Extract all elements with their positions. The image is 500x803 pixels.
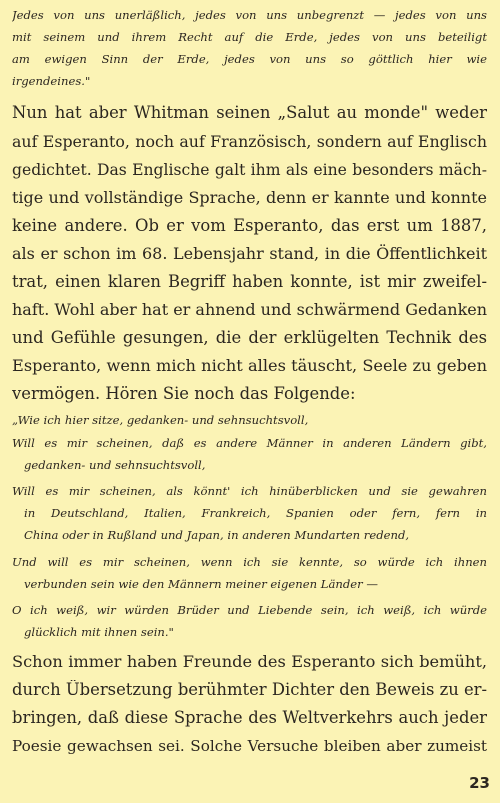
body-line: Nun hat aber Whitman seinen „Salut au monde" weder (12, 103, 487, 122)
body-line: keine andere. Ob er vom Esperanto, das erst um 1887, (12, 216, 487, 235)
quote-line: Jedes von uns unerläßlich, jedes von uns unbegrenzt — jedes von uns (12, 8, 487, 22)
body-line: Schon immer haben Freunde des Esperanto sich bemüht, (12, 652, 487, 671)
body-line: durch Übersetzung berühmter Dichter den Beweis zu er- (12, 680, 487, 699)
body-line: und Gefühle gesungen, die der erklügelten Technik des (12, 328, 487, 347)
body-line: als er schon im 68. Lebensjahr stand, in die Öffentlichkeit (12, 244, 487, 263)
quote-line: mit seinem und ihrem Recht auf die Erde, jedes von uns beteiligt (12, 30, 487, 44)
body-line: auf Esperanto, noch auf Französisch, sondern auf Englisch (12, 132, 487, 151)
quote-line: O ich weiß, wir würden Brüder und Liebende sein, ich weiß, ich würde (12, 603, 487, 617)
quote-line: Will es mir scheinen, daß es andere Männer in anderen Ländern gibt, (12, 436, 487, 450)
quote-line: Und will es mir scheinen, wenn ich sie kennte, so würde ich ihnen (12, 555, 487, 569)
quote-line: irgendeines." (12, 74, 91, 88)
body-line: Poesie gewachsen sei. Solche Versuche bleiben aber zumeist (12, 737, 487, 755)
body-line: bringen, daß diese Sprache des Weltverkehrs auch jeder (12, 708, 487, 727)
body-line: Esperanto, wenn mich nicht alles täuscht, Seele zu geben (12, 356, 487, 375)
quote-line: gedanken- und sehnsuchtsvoll, (24, 458, 206, 472)
quote-line: am ewigen Sinn der Erde, jedes von uns so göttlich hier wie (12, 52, 487, 66)
body-line: haft. Wohl aber hat er ahnend und schwärmend Gedanken (12, 300, 487, 319)
body-line: tige und vollständige Sprache, denn er kannte und konnte (12, 188, 487, 207)
body-line: gedichtet. Das Englische galt ihm als eine besonders mäch- (12, 161, 487, 179)
body-line: trat, einen klaren Begriff haben konnte, ist mir zweifel- (12, 272, 487, 291)
page-number: 23 (469, 774, 490, 792)
body-line: vermögen. Hören Sie noch das Folgende: (12, 384, 356, 403)
quote-line: verbunden sein wie den Männern meiner eigenen Länder — (24, 577, 378, 591)
quote-line: glücklich mit ihnen sein." (24, 625, 174, 639)
quote-line: „Wie ich hier sitze, gedanken- und sehnsuchtsvoll, (12, 413, 309, 427)
quote-line: China oder in Rußland und Japan, in anderen Mundarten redend, (24, 528, 410, 542)
quote-line: Will es mir scheinen, als könnt' ich hinüberblicken und sie gewahren (12, 484, 487, 498)
quote-line: in Deutschland, Italien, Frankreich, Spanien oder fern, fern in (24, 506, 487, 520)
